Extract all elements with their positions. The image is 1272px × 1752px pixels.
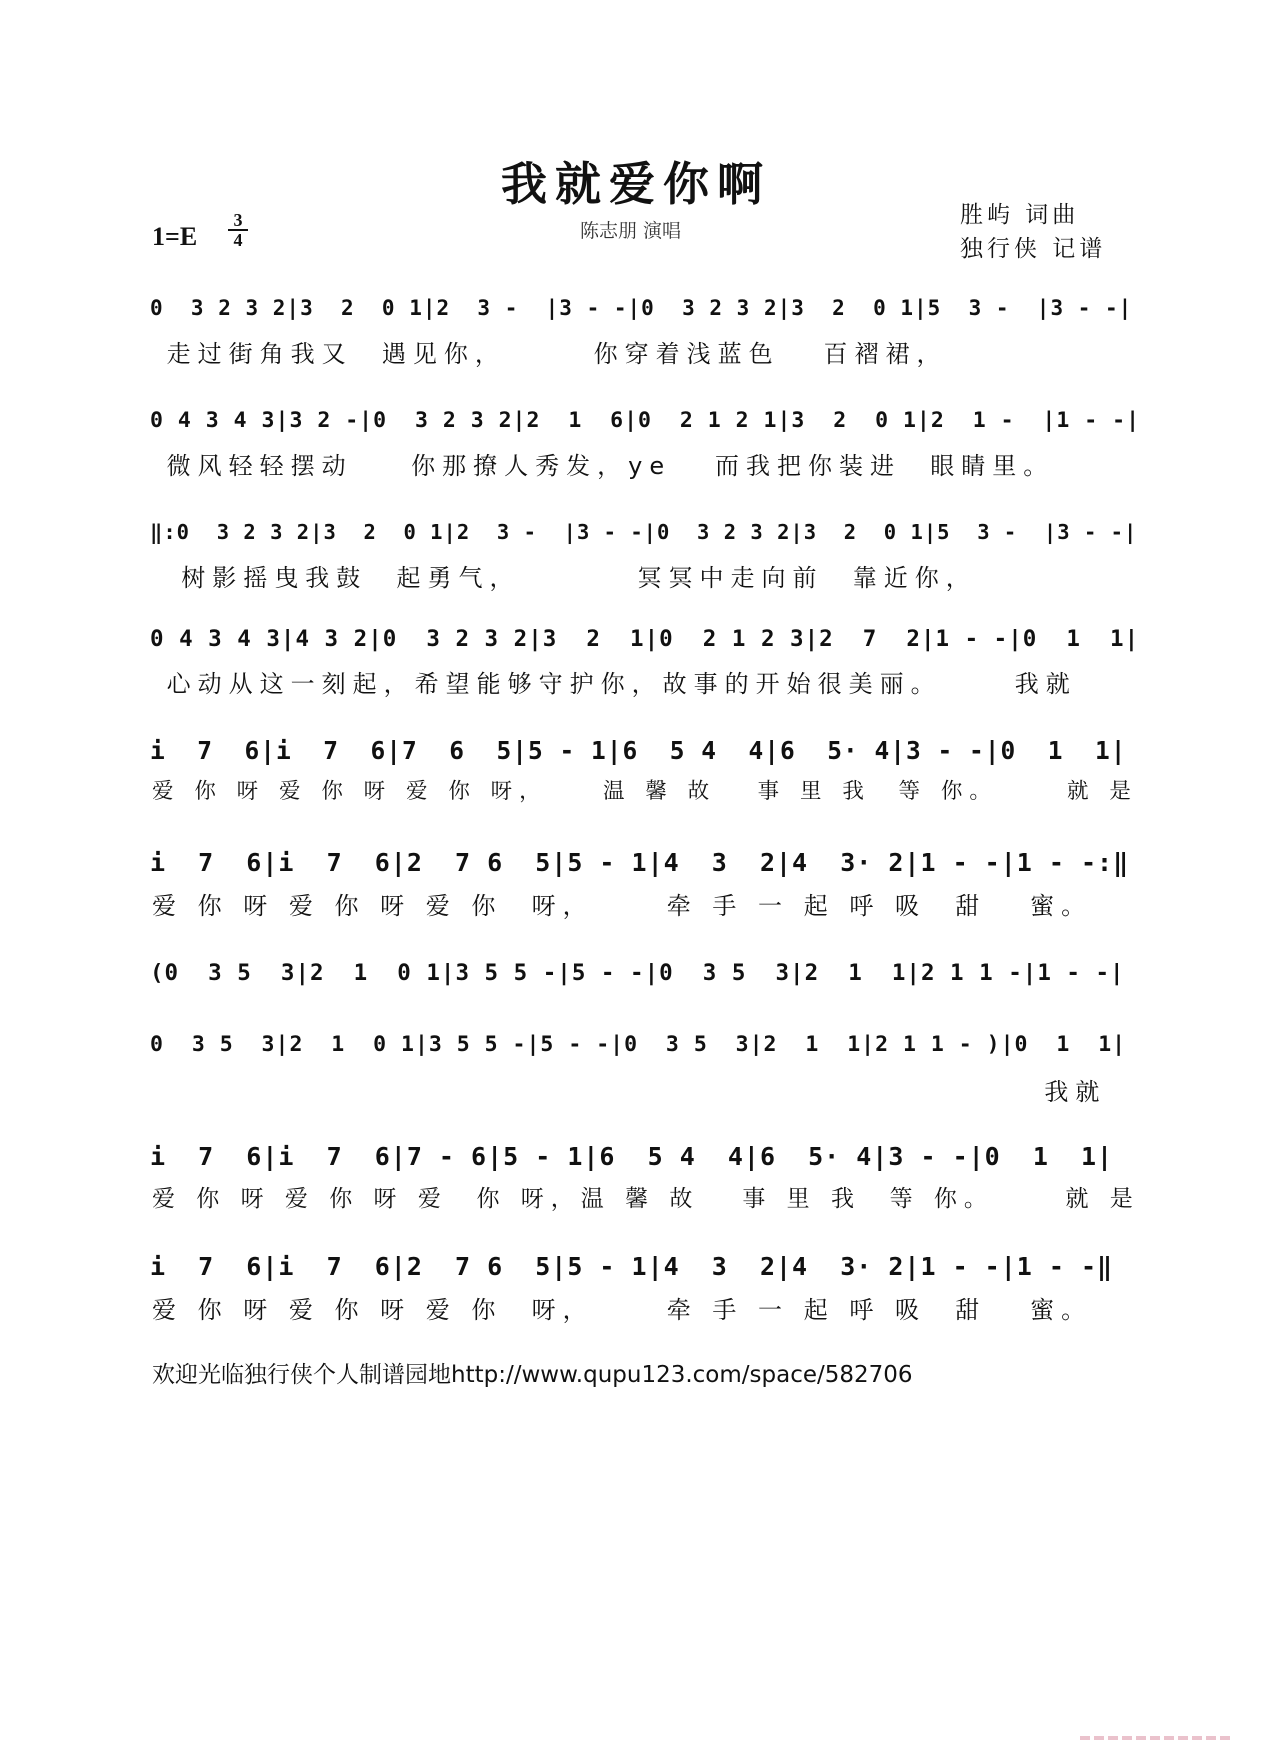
lyric-line-3: 树影摇曳我鼓 起勇气， 冥冥中走向前 靠近你， <box>152 564 977 592</box>
credits <box>960 198 1106 266</box>
notation-line-7: (0 3 5 3|2 1 0 1|3 5 5 -|5 - -|0 3 5 3|2 1 1|2 1 1 -|1 - -| <box>150 960 1125 986</box>
lyric-line-10: 爱 你 呀 爱 你 呀 爱 你 呀， 牵 手 一 起 呼 吸 甜 蜜。 <box>152 1296 1093 1324</box>
lyricist-composer-credit: 胜屿 词曲 <box>960 202 1080 228</box>
notation-line-4: 0 4 3 4 3|4 3 2|0 3 2 3 2|3 2 1|0 2 1 2 3|2 7 2|1 - -|0 1 1| <box>150 626 1140 652</box>
lyric-line-8: 我就 <box>152 1078 1107 1106</box>
notation-line-3: ‖:0 3 2 3 2|3 2 0 1|2 3 - |3 - -|0 3 2 3 2|3 2 0 1|5 3 - |3 - -| <box>150 520 1138 544</box>
notation-line-5: i 7 6|i 7 6|7 6 5|5 - 1|6 5 4 4|6 5· 4|3 - -|0 1 1| <box>150 736 1127 765</box>
transcriber-credit: 独行侠 记谱 <box>960 236 1107 262</box>
song-title: 我就爱你啊 <box>501 157 771 211</box>
lyric-line-9: 爱 你 呀 爱 你 呀 爱 你 呀，温 馨 故 事 里 我 等 你。 就 是 <box>152 1186 1140 1212</box>
time-signature <box>228 212 248 248</box>
lyric-line-2: 微风轻轻摆动 你那撩人秀发，ye 而我把你装进 眼睛里。 <box>152 452 1055 480</box>
lyric-line-4: 心动从这一刻起，希望能够守护你，故事的开始很美丽。 我就 <box>152 670 1077 698</box>
scan-artifact <box>1080 1736 1230 1740</box>
key-signature: 1=E <box>152 222 198 251</box>
notation-line-2: 0 4 3 4 3|3 2 -|0 3 2 3 2|2 1 6|0 2 1 2 1|3 2 0 1|2 1 - |1 - -| <box>150 408 1141 433</box>
lyric-line-6: 爱 你 呀 爱 你 呀 爱 你 呀， 牵 手 一 起 呼 吸 甜 蜜。 <box>152 892 1093 920</box>
notation-line-10: i 7 6|i 7 6|2 7 6 5|5 - 1|4 3 2|4 3· 2|1 - -|1 - -‖ <box>150 1252 1114 1281</box>
notation-line-9: i 7 6|i 7 6|7 - 6|5 - 1|6 5 4 4|6 5· 4|3 - -|0 1 1| <box>150 1142 1114 1171</box>
singer-credit: 陈志朋 演唱 <box>580 220 682 242</box>
notation-line-1: 0 3 2 3 2|3 2 0 1|2 3 - |3 - -|0 3 2 3 2|3 2 0 1|5 3 - |3 - -| <box>150 296 1133 320</box>
time-signature-top: 3 <box>233 210 243 230</box>
notation-line-6: i 7 6|i 7 6|2 7 6 5|5 - 1|4 3 2|4 3· 2|1 - -|1 - -:‖ <box>150 848 1130 877</box>
footer-website-note: 欢迎光临独行侠个人制谱园地http://www.qupu123.com/space/582706 <box>152 1362 913 1388</box>
time-signature-bottom: 4 <box>233 230 243 250</box>
notation-line-8: 0 3 5 3|2 1 0 1|3 5 5 -|5 - -|0 3 5 3|2 1 1|2 1 1 - )|0 1 1| <box>150 1032 1127 1057</box>
lyric-line-5: 爱 你 呀 爱 你 呀 爱 你 呀， 温 馨 故 事 里 我 等 你。 就 是 <box>152 779 1138 804</box>
lyric-line-1: 走过街角我又 遇见你， 你穿着浅蓝色 百褶裙， <box>152 340 948 368</box>
